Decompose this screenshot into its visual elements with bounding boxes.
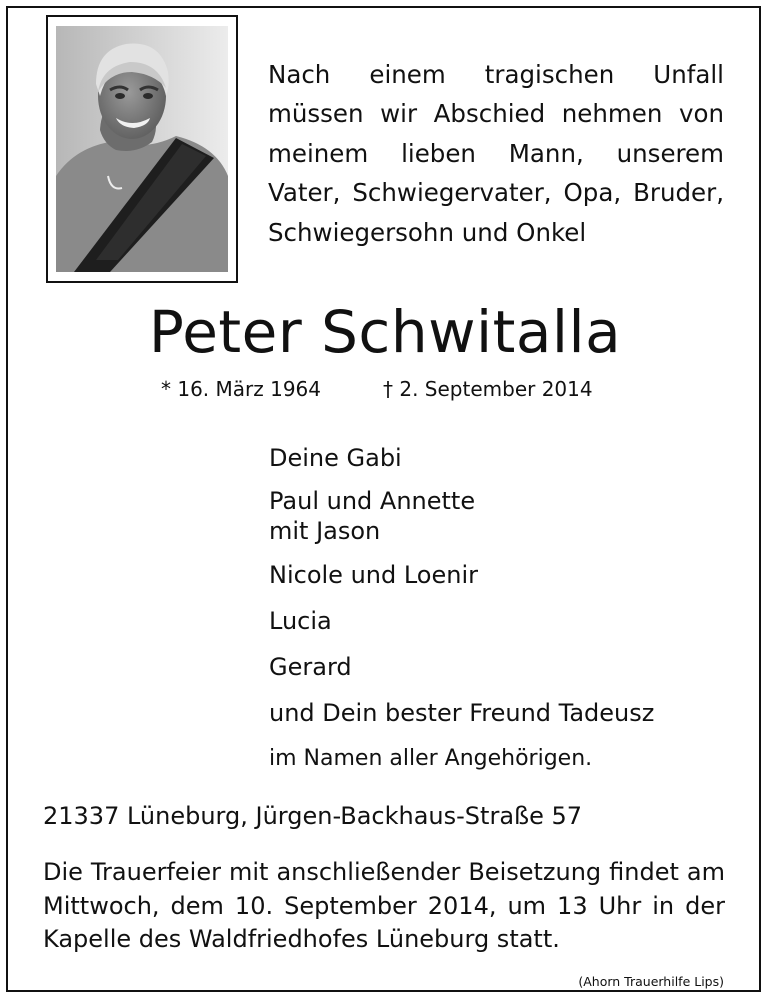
mourner-line: im Namen aller Angehörigen. [269,746,593,771]
credit-text: (Ahorn Trauerhilfe Lips) [578,974,724,989]
death-date: † 2. September 2014 [383,377,593,401]
intro-text: Nach einem tragischen Unfall müssen wir Abschied nehmen von meinem lieben Mann, unserem Vater, Schwiegervater, Opa, Bruder, Schwiegersohn und Onkel [268,60,724,247]
mourner-line: Paul und Annette [269,487,476,515]
portrait-frame [46,15,238,283]
funeral-text: Die Trauerfeier mit anschließender Beisetzung findet am Mittwoch, dem 10. September 2014, um 13 Uhr in der Kapelle des Waldfriedhofes Lüneburg statt. [43,858,725,953]
deceased-name: Peter Schwitalla [148,298,622,366]
mourner-line: Deine Gabi [269,444,402,472]
mourner-line: Nicole und Loenir [269,561,478,589]
mourner-line: Lucia [269,607,332,635]
mourner-line: mit Jason [269,517,381,545]
address: 21337 Lüneburg, Jürgen-Backhaus-Straße 57 [43,802,583,830]
mourner-line: und Dein bester Freund Tadeusz [269,699,655,727]
mourner-line: Gerard [269,653,352,681]
birth-date: * 16. März 1964 [161,377,322,401]
portrait-photo [56,26,228,272]
